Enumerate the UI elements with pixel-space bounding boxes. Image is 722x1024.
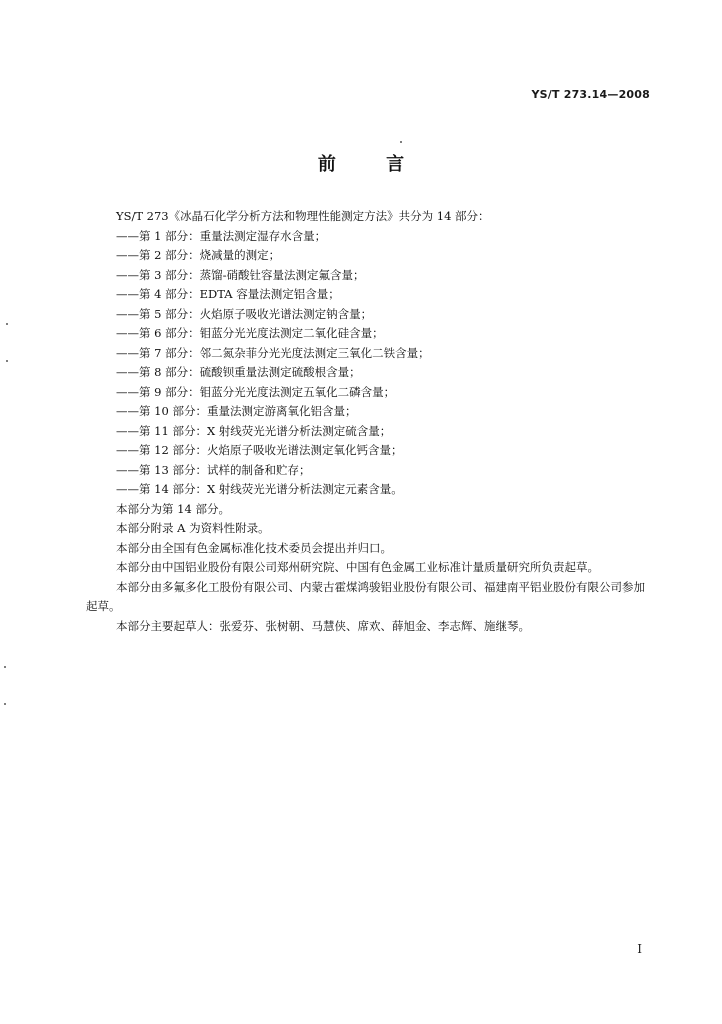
paragraph: 本部分附录 A 为资料性附录。 (116, 521, 270, 535)
part-item: ——第 8 部分：硫酸钡重量法测定硫酸根含量； (116, 365, 361, 379)
scan-speck (6, 360, 8, 362)
scan-speck (6, 323, 8, 325)
part-item: ——第 10 部分：重量法测定游离氧化铝含量； (116, 404, 357, 418)
paragraph: 本部分为第 14 部分。 (116, 501, 230, 516)
part-item: ——第 13 部分：试样的制备和贮存； (116, 462, 311, 477)
part-item: ——第 12 部分：火焰原子吸收光谱法测定氧化钙含量； (116, 443, 403, 457)
part-item: ——第 14 部分：X 射线荧光光谱分析法测定元素含量。 (116, 482, 403, 496)
foreword-body (86, 207, 652, 636)
paragraph: 本部分由中国铝业股份有限公司郑州研究院、中国有色金属工业标准计量质量研究所负责起草。 (116, 560, 599, 574)
standard-code: YS/T 273.14—2008 (531, 88, 650, 101)
part-item: ——第 3 部分：蒸馏-硝酸钍容量法测定氟含量； (116, 267, 365, 282)
scan-speck (4, 703, 6, 705)
page-title: 前 言 (317, 154, 427, 175)
part-item: ——第 5 部分：火焰原子吸收光谱法测定钠含量； (116, 306, 373, 321)
intro-line: YS/T 273《冰晶石化学分析方法和物理性能测定方法》共分为 14 部分： (116, 209, 490, 223)
part-item: ——第 6 部分：钼蓝分光光度法测定二氧化硅含量； (116, 326, 384, 340)
scan-speck (4, 666, 6, 668)
part-item: ——第 1 部分：重量法测定湿存水含量； (116, 228, 327, 243)
part-item: ——第 4 部分：EDTA 容量法测定铝含量； (116, 287, 340, 301)
paragraph: 本部分主要起草人：张爱芬、张树朝、马慧侠、席欢、薛旭金、李志辉、施继琴。 (116, 618, 530, 633)
part-item: ——第 2 部分：烧减量的测定； (116, 248, 281, 262)
paragraph: 本部分由多氟多化工股份有限公司、内蒙古霍煤鸿骏铝业股份有限公司、福建南平铝业股份有限公司参加起草。 (86, 579, 645, 613)
part-item: ——第 11 部分：X 射线荧光光谱分析法测定硫含量； (116, 423, 392, 438)
page-number: I (637, 942, 642, 956)
scan-speck (400, 141, 402, 143)
part-item: ——第 7 部分：邻二氮杂菲分光光度法测定三氧化二铁含量； (116, 345, 430, 360)
paragraph: 本部分由全国有色金属标准化技术委员会提出并归口。 (116, 540, 392, 555)
part-item: ——第 9 部分：钼蓝分光光度法测定五氧化二磷含量； (116, 384, 396, 399)
